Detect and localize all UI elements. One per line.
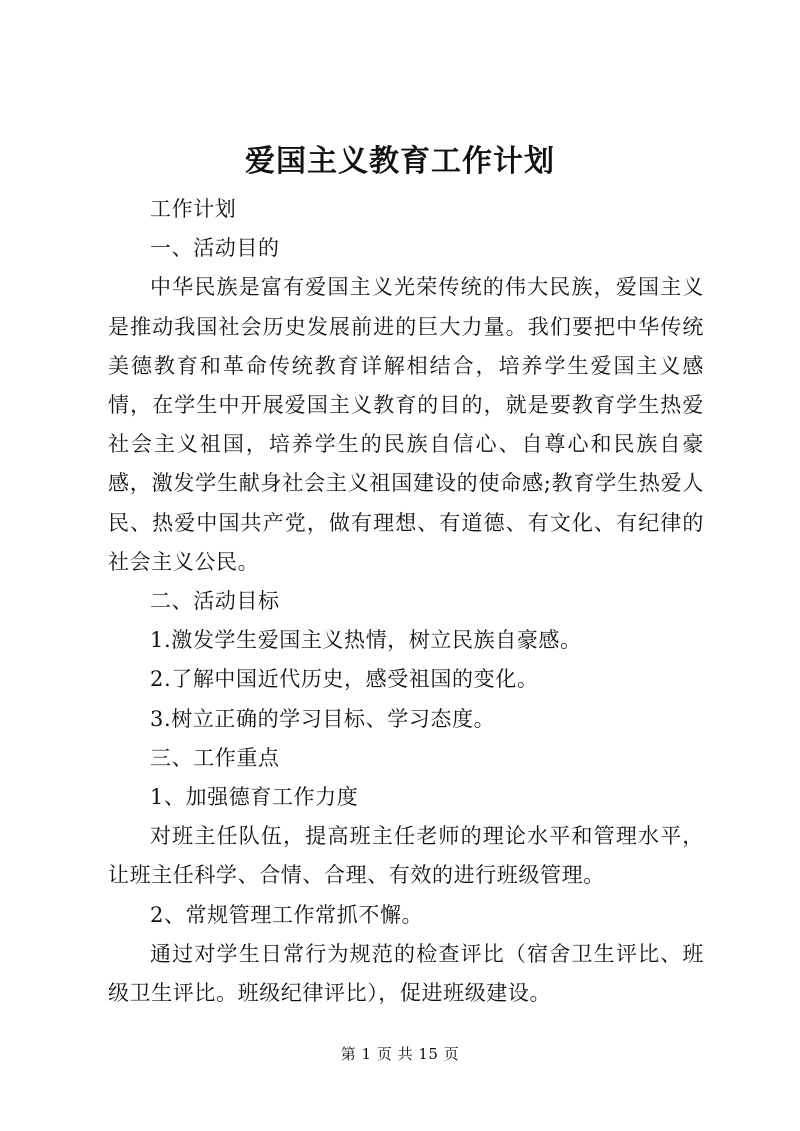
paragraph-focus-1: 对班主任队伍，提高班主任老师的理论水平和管理水平，让班主任科学、合情、合理、有效的进行班级管理。 bbox=[108, 824, 704, 888]
focus-item-1-heading: 1、加强德育工作力度 bbox=[150, 785, 359, 810]
heading-activity-goals: 二、活动目标 bbox=[150, 589, 280, 614]
goal-item-3: 3.树立正确的学习目标、学习态度。 bbox=[150, 706, 496, 731]
page-number: 第 1 页 共 15 页 bbox=[340, 1045, 460, 1063]
paragraph-focus-2: 通过对学生日常行为规范的检查评比（宿舍卫生评比、班级卫生评比。班级纪律评比），促进班级建设。 bbox=[108, 941, 704, 1006]
document-body bbox=[108, 190, 704, 1013]
document-title: 爱国主义教育工作计划 bbox=[245, 144, 555, 179]
heading-work-focus: 三、工作重点 bbox=[150, 745, 280, 770]
heading-activity-purpose: 一、活动目的 bbox=[150, 236, 280, 261]
section-label-work-plan: 工作计划 bbox=[150, 197, 237, 221]
goal-item-2: 2.了解中国近代历史，感受祖国的变化。 bbox=[150, 667, 539, 692]
focus-item-2-heading: 2、常规管理工作常抓不懈。 bbox=[150, 902, 424, 927]
paragraph-purpose: 中华民族是富有爱国主义光荣传统的伟大民族，爱国主义是推动我国社会历史发展前进的巨大力量。我们要把中华传统美德教育和革命传统教育详解相结合，培养学生爱国主义感情，在学生中开展爱国主义教育的目的，就是要教育学生热爱社会主义祖国，培养学生的民族自信心、自尊心和民族自豪感，激发学生献身社会主义祖国建设的使命感;教育学生热爱人民、热爱中国共产党，做有理想、有道德、有文化、有纪律的社会主义公民。 bbox=[108, 275, 704, 574]
goal-item-1: 1.激发学生爱国主义热情，树立民族自豪感。 bbox=[150, 628, 582, 653]
